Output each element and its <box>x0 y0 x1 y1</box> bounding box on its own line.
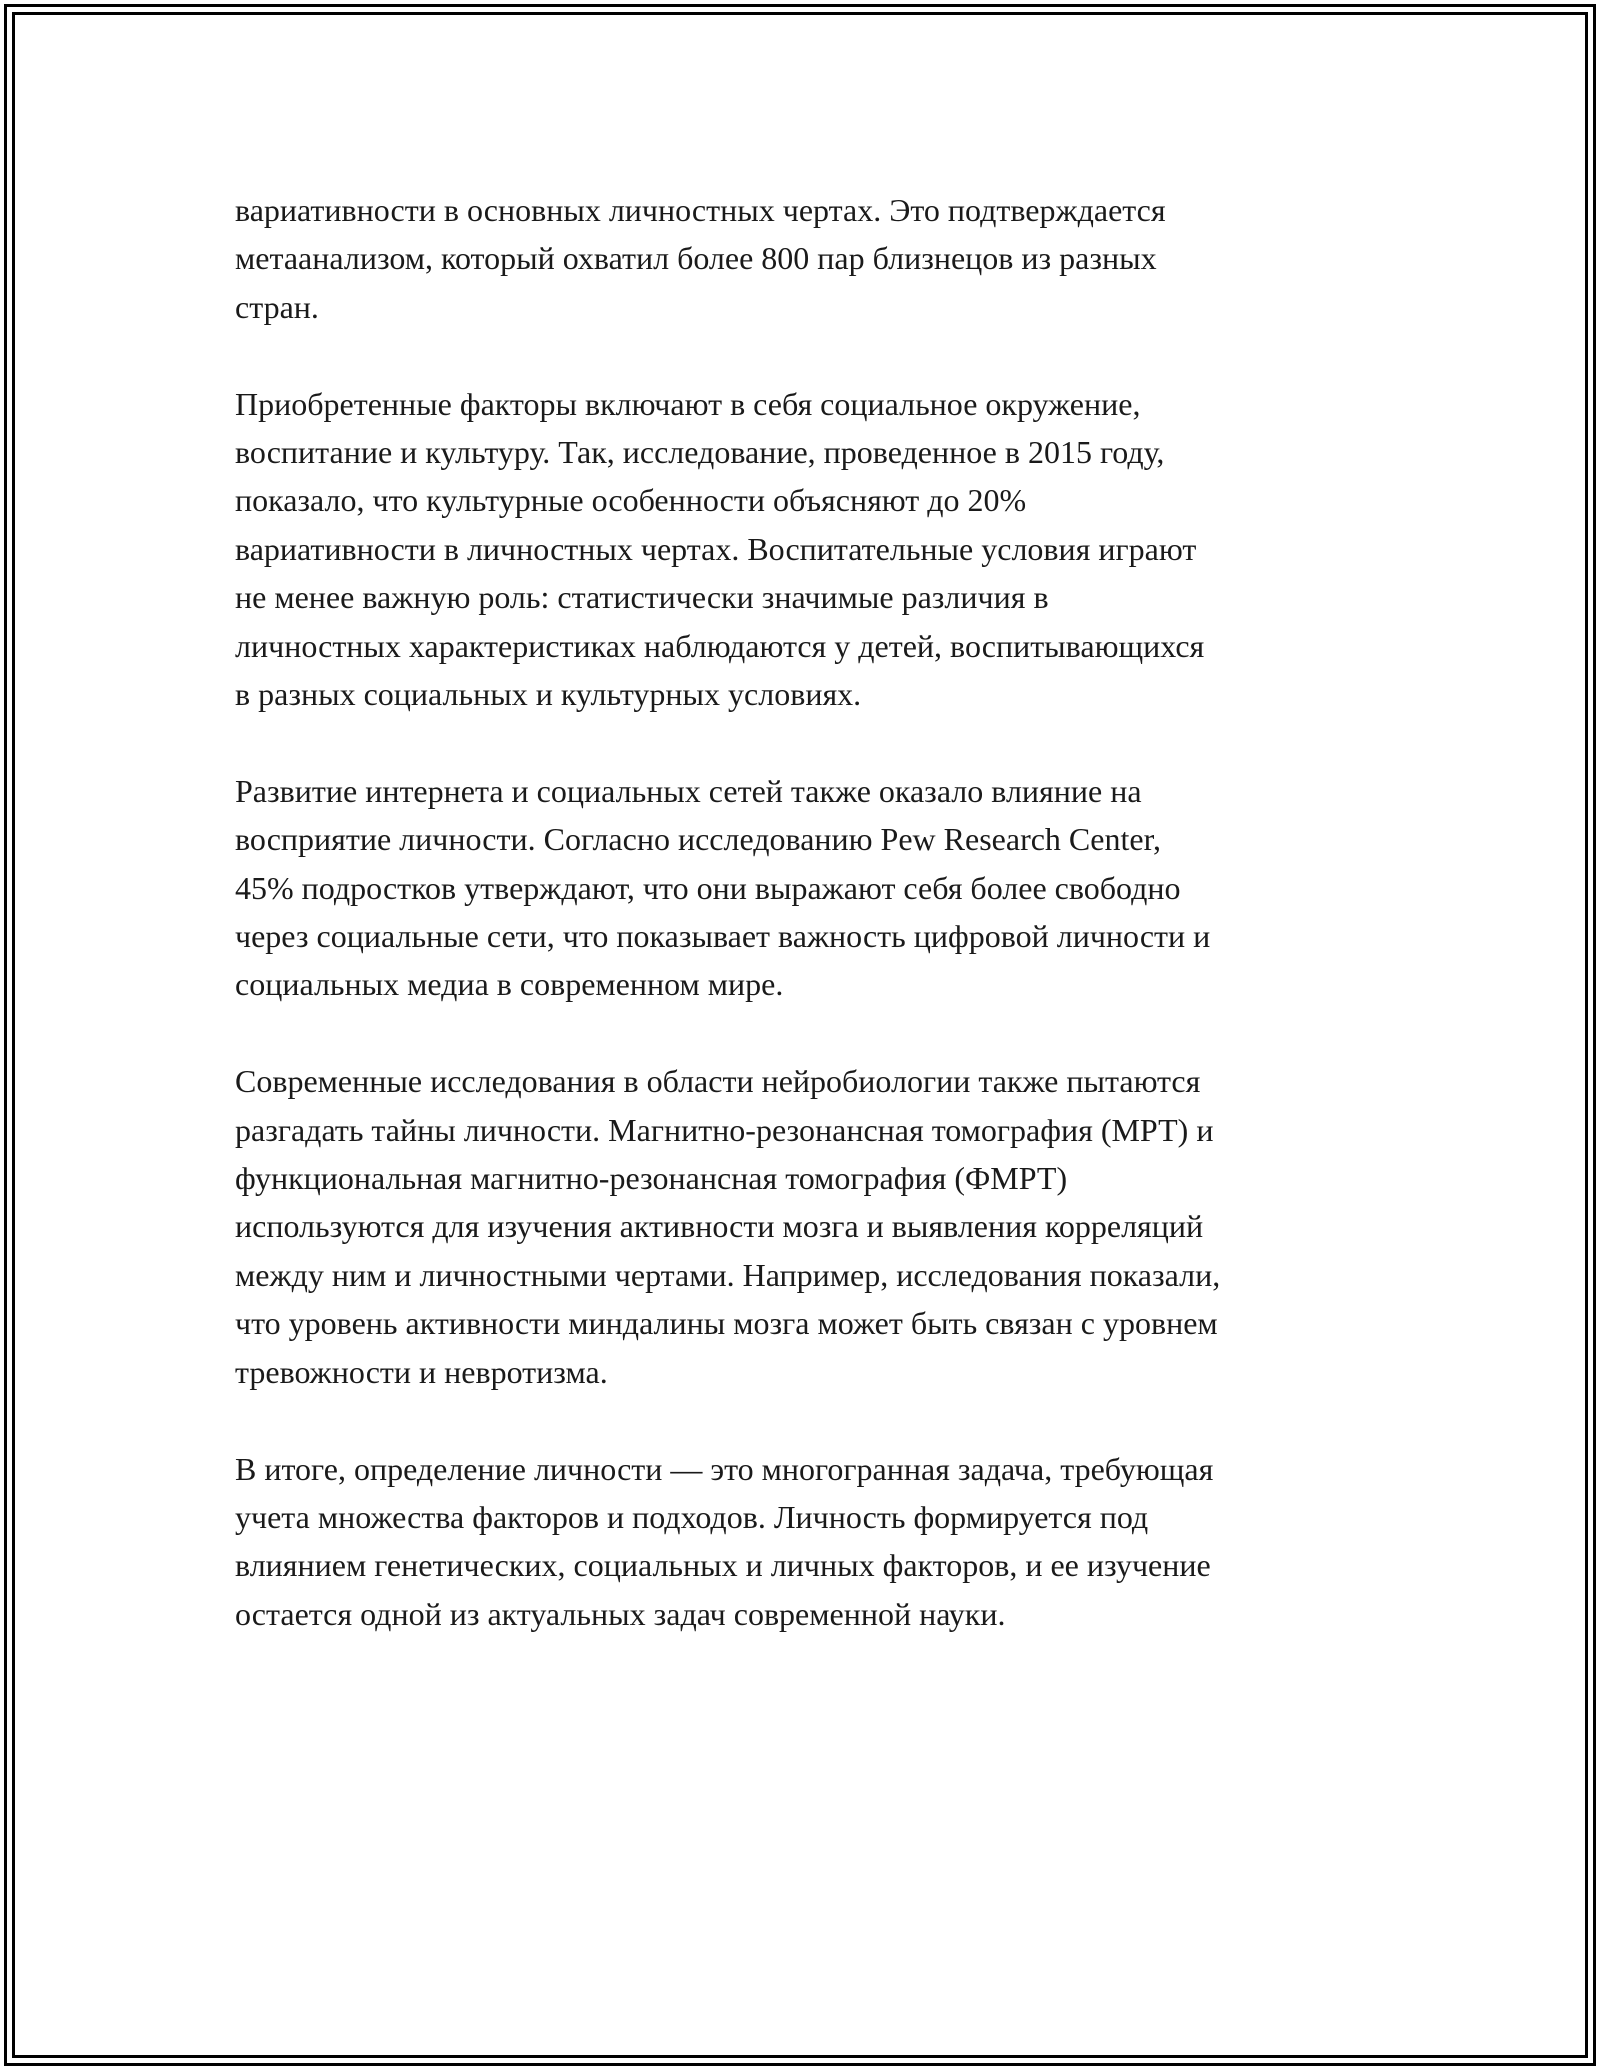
paragraph-neurobiology: Современные исследования в области нейробиологии также пытаются разгадать тайны личности. Магнитно-резонансная томография (МРТ) и функциональная магнитно-резонансная томография (ФМРТ) используются для изучения активности мозга и выявления корреляций между ним и личностными чертами. Например, исследования показали, что уровень активности миндалины мозга может быть связан с уровнем тревожности и невротизма. <box>235 1063 1221 1390</box>
paragraph-conclusion: В итоге, определение личности — это многогранная задача, требующая учета множества факторов и подходов. Личность формируется под влиянием генетических, социальных и личных факторов, и ее изучение остается одной из актуальных задач современной науки. <box>235 1450 1214 1632</box>
paragraph-heritability-metaanalysis: вариативности в основных личностных чертах. Это подтверждается метаанализом, который охватил более 800 пар близнецов из разных стран. <box>235 192 1166 325</box>
paragraph-internet-social-media: Развитие интернета и социальных сетей также оказало влияние на восприятие личности. Согласно исследованию Pew Research Center, 45% подростков утверждают, что они выражают себя более свободно через социальные сети, что показывает важность цифровой личности и социальных медиа в современном мире. <box>235 772 1211 1003</box>
document-body <box>235 186 1375 1687</box>
paragraph-acquired-factors: Приобретенные факторы включают в себя социальное окружение, воспитание и культуру. Так, исследование, проведенное в 2015 году, показало, что культурные особенности объясняют до 20% вариативности в личностных чертах. Воспитательные условия играют не менее важную роль: статистически значимые различия в личностных характеристиках наблюдаются у детей, воспитывающихся в разных социальных и культурных условиях. <box>235 385 1205 713</box>
